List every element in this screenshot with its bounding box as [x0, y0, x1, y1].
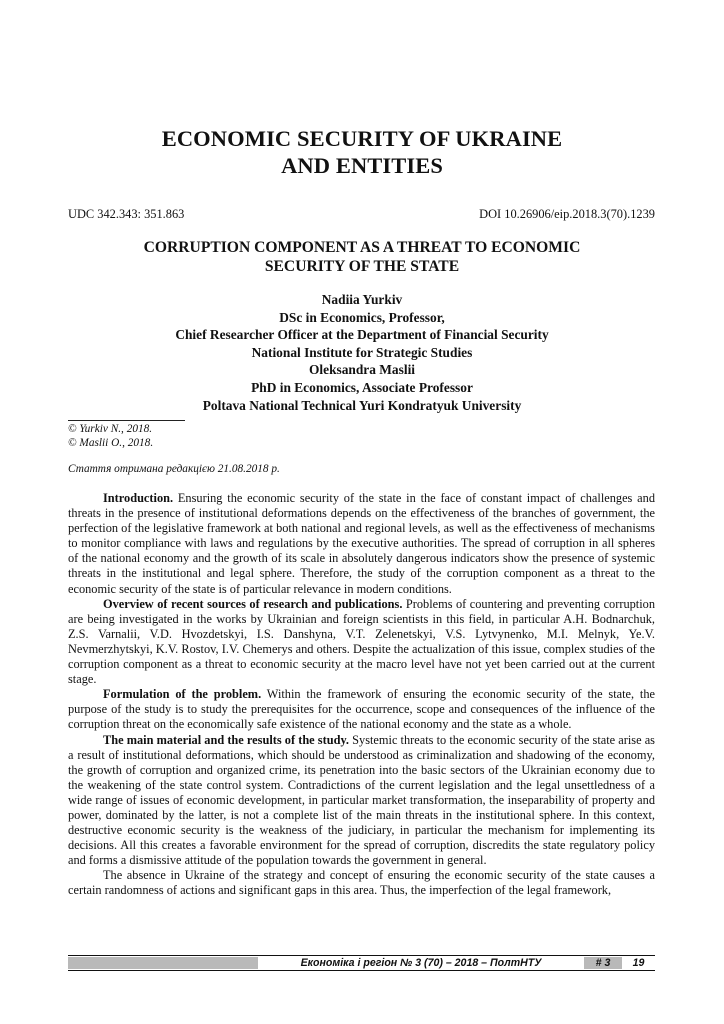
- author-name: Nadiia Yurkiv: [321, 292, 403, 307]
- paragraph-heading: Formulation of the problem.: [103, 687, 262, 702]
- author-block: [0, 291, 724, 414]
- received-date: Стаття отримана редакцією 21.08.2018 р.: [68, 463, 280, 475]
- article-title: [0, 238, 724, 276]
- paragraph-overview: [68, 597, 655, 688]
- article-title-line-2: SECURITY OF THE STATE: [264, 258, 460, 275]
- article-title-line-1: CORRUPTION COMPONENT AS A THREAT TO ECONOMIC: [143, 239, 581, 256]
- paragraph-text: Within the framework of ensuring the economic security of the state, the purpose of the study is to study the prerequisites for the occurrence, scope and consequences of the influence of the corruption threat on the economically safe existence of the national economy and the state as a whole.: [68, 687, 656, 732]
- footer-shade-left: [68, 957, 258, 969]
- author-affiliation: National Institute for Strategic Studies: [251, 344, 473, 360]
- author-name: Oleksandra Maslii: [308, 362, 416, 378]
- article-metadata: [68, 206, 655, 222]
- author-degree: DSc in Economics, Professor,: [279, 309, 445, 325]
- paragraph-text: Systemic threats to the economic security of the state arise as a result of institutional deformations, which should be understood as criminalization and shadowing of the economy, the growth of corruption and organized crime, its penetration into the basic sectors of the Ukrainian economy due to the weakening of the state control system. Contradictions of the current legislation and the legal unsettledness of a wide range of issues of economic development, in particular market transformation, the inseparability of property and power, dominated by the latter, is not a complete list of the main threats in the institutional sphere. In this context, destructive economic security is the weakness of the judiciary, in particular the mechanism for implementing its decisions. All this creates a favorable environment for the spread of corruption, discredits the state regulatory policy and forms a dismissive attitude of the population towards the government in general.: [68, 732, 655, 868]
- paragraph-text: Ensuring the economic security of the state in the face of constant impact of challenges and threats in the presence of institutional deformations depends on the effectiveness of the branches of government, the perfection of the legislative framework at both national and regional levels, as well as the effectiveness of mechanisms to monitor compliance with laws and regulations by the executive authorities. The spread of corruption in all spheres of the national economy and the growth of its scale in absolutely dangerous indicators show the presence of systemic threats in the institutional and legal sphere. Therefore, the study of the corruption component as a threat to the economic security of the state is of particular relevance in modern conditions.: [68, 491, 655, 596]
- page-footer: [68, 955, 655, 972]
- copyright-notes: [68, 422, 153, 450]
- paragraph-heading: Overview of recent sources of research and publications.: [103, 596, 403, 611]
- footer-issue-number: # 3: [595, 957, 611, 969]
- paragraph-continuation: [68, 868, 655, 898]
- paragraph-problem: [68, 687, 655, 732]
- doi-code: DOI 10.26906/eip.2018.3(70).1239: [479, 207, 655, 221]
- paragraph-text: The absence in Ukraine of the strategy and concept of ensuring the economic security of the state causes a certain randomness of actions and significant gaps in this area. Thus, the imperfection of the legal framework,: [68, 868, 655, 898]
- paragraph-heading: Introduction.: [103, 491, 174, 505]
- section-heading: [0, 125, 724, 179]
- footer-page-number: 19: [632, 957, 645, 969]
- footer-rule-bottom: [68, 970, 655, 971]
- footer-journal-name: Економіка і регіон № 3 (70) – 2018 – ПолтНТУ: [300, 957, 542, 969]
- footnote-divider: [68, 420, 185, 421]
- author-affiliation: Poltava National Technical Yuri Kondratyuk University: [202, 397, 522, 413]
- article-body: [68, 491, 655, 899]
- udc-code: UDC 342.343: 351.863: [68, 207, 185, 221]
- paragraph-heading: The main material and the results of the study.: [103, 732, 350, 747]
- author-degree: PhD in Economics, Associate Professor: [251, 379, 473, 395]
- copyright-note: © Maslii O., 2018.: [68, 437, 154, 449]
- paragraph-text: Problems of countering and preventing corruption are being investigated in the works by Ukrainian and foreign scientists in this field, in particular A.H. Bodnarchuk, Z.S. Varnalii, V.D. Hvozdetskyi, I.S. Danshyna, V.T. Zelenetskyi, V.S. Lytvynenko, M.I. Melnyk, Ye.V. Nevmerzhytskyi, K.V. Rostov, I.V. Chemerys and others. Despite the actualization of this issue, complex studies of the corruption component as a threat to economic security at the macro level have not yet been carried out at the current stage.: [68, 596, 655, 687]
- section-heading-line-2: AND ENTITIES: [281, 153, 443, 178]
- paragraph-introduction: [68, 491, 655, 597]
- copyright-note: © Yurkiv N., 2018.: [68, 423, 153, 435]
- author-position: Chief Researcher Officer at the Department of Financial Security: [175, 327, 549, 343]
- paragraph-main-material: [68, 733, 655, 869]
- section-heading-line-1: ECONOMIC SECURITY OF UKRAINE: [161, 126, 563, 151]
